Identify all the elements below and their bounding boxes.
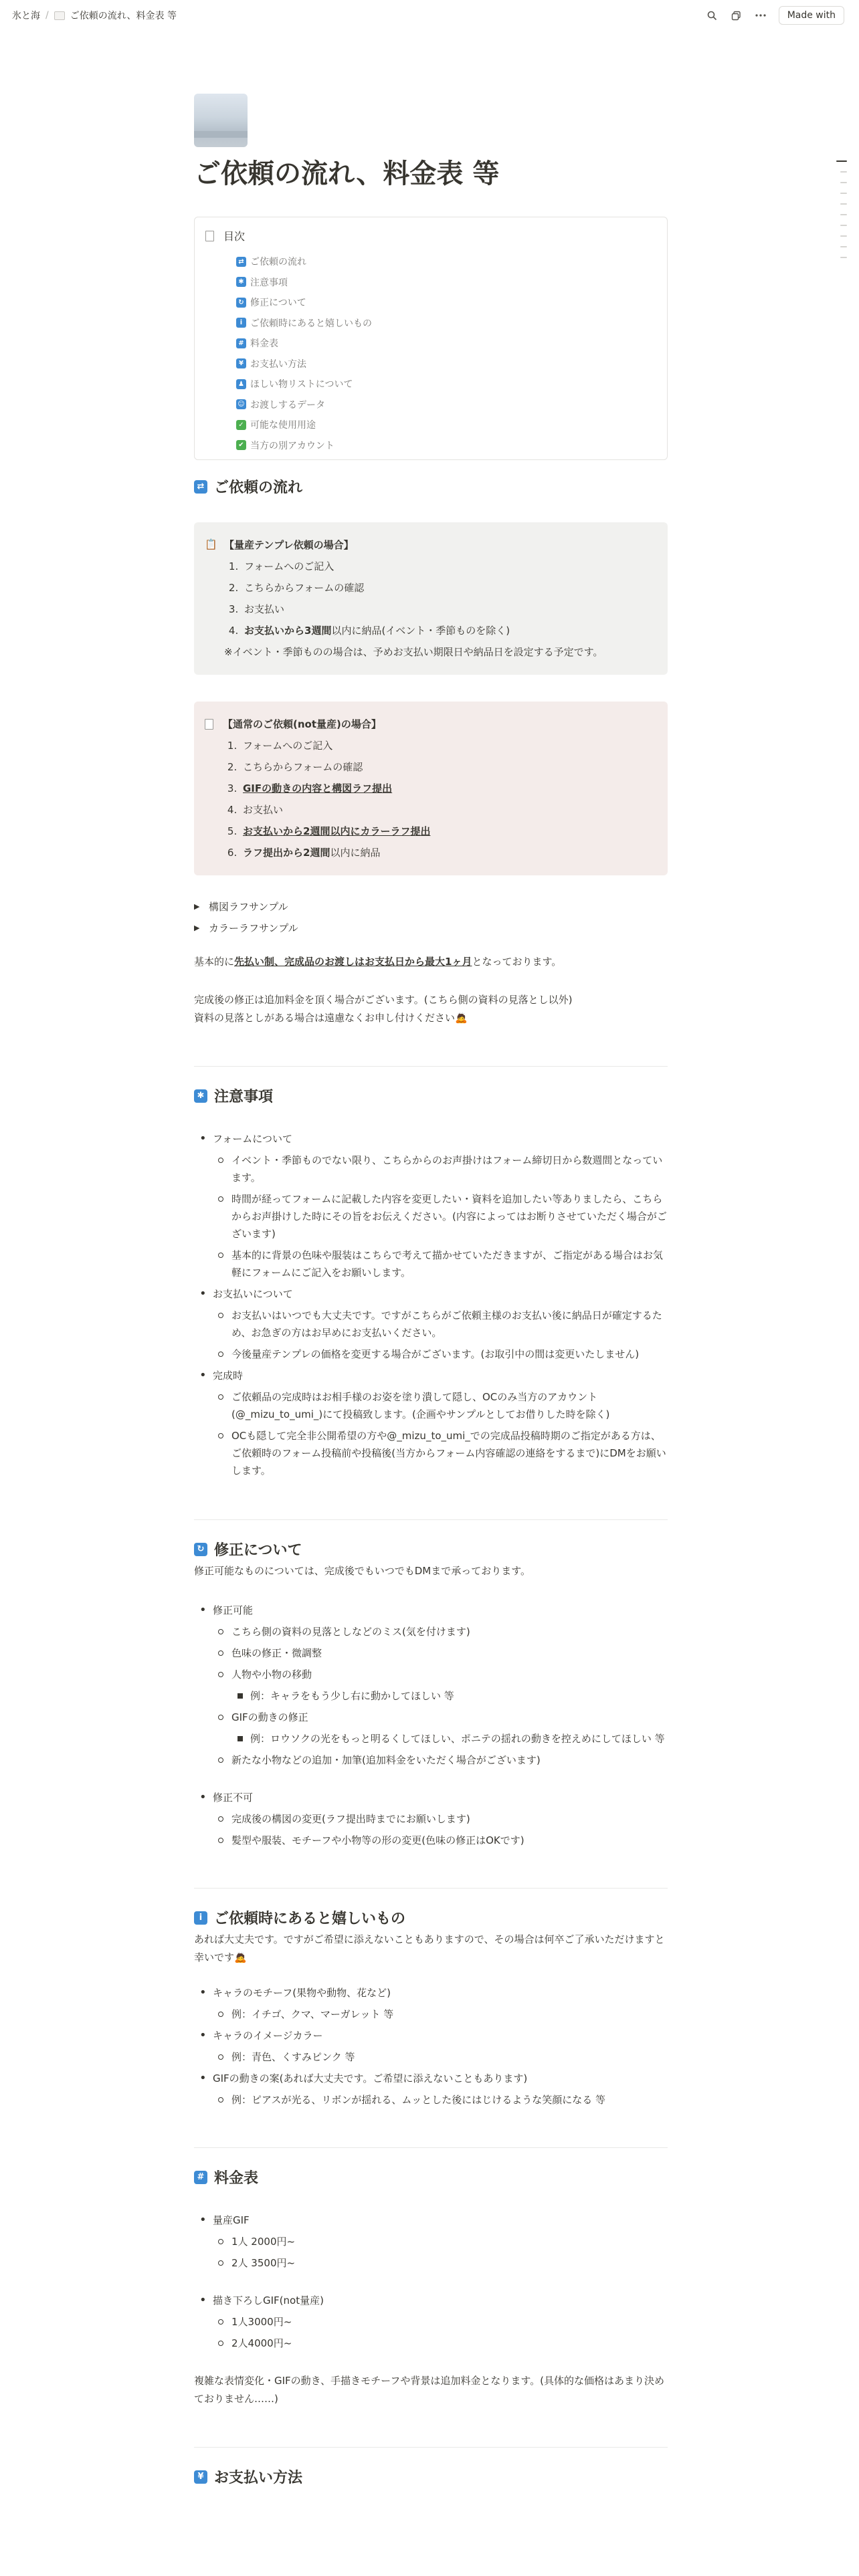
breadcrumb-root[interactable]: 氷と海: [12, 11, 40, 21]
sub-list: [213, 1388, 668, 1479]
toc-item-payment[interactable]: [236, 354, 654, 374]
toc-rail-mark[interactable]: [840, 182, 847, 183]
text: フォームについて: [213, 1133, 292, 1145]
toc-rail-mark[interactable]: [840, 235, 847, 237]
text: 以内に納品(イベント・季節ものを除く): [331, 625, 510, 637]
divider: [194, 2147, 668, 2148]
sub-list: [213, 2091, 668, 2109]
numbers-icon: #: [194, 2171, 207, 2184]
list-item: 新たな小物などの追加・加筆(追加料金をいただく場合がございます): [213, 1751, 668, 1769]
atm-icon: ¥: [194, 2470, 207, 2484]
check-icon: ✔: [236, 440, 246, 450]
callout-title: 【通常のご依頼(not量産)の場合】: [223, 718, 381, 730]
table-of-contents: [194, 217, 668, 460]
toc-rail-mark[interactable]: [840, 214, 847, 215]
list-item: 今後量産テンプレの価格を変更する場合がございます。(お取引中の間は変更いたしません): [213, 1346, 668, 1363]
list-item: [240, 778, 430, 799]
list-item: 完成後の構図の変更(ラフ提出時までにお願いします): [213, 1810, 668, 1828]
document-icon: [205, 719, 213, 730]
list-item: 3. お支払い: [242, 599, 603, 620]
toc-item-label: ほしい物リストについて: [250, 379, 353, 391]
list-item: [240, 821, 430, 842]
paragraph: 複雑な表情変化・GIFの動き、手描きモチーフや背景は追加料金となります。(具体的な価格はあまり決めておりません……): [194, 2375, 664, 2405]
steps-list: [224, 556, 603, 641]
text: キャラのモチーフ(果物や動物、花など): [213, 1987, 391, 1999]
toc-item-label: 注意事項: [250, 277, 288, 288]
text: お支払いについて: [213, 1288, 293, 1300]
triangle-right-icon[interactable]: ▶: [194, 923, 200, 932]
sub-list: [213, 2048, 668, 2066]
bowing-icon: 🙇: [455, 1012, 468, 1024]
toc-rail-mark[interactable]: [840, 203, 847, 205]
steps-list: [223, 735, 430, 863]
divider: [194, 2447, 668, 2448]
toc-item-pricing[interactable]: [236, 333, 654, 354]
top-actions: [706, 6, 844, 25]
revision-impossible-list: [194, 1789, 668, 1849]
clipboard-icon: 📋: [205, 538, 217, 550]
text: 量産GIF: [213, 2214, 250, 2226]
paragraph: 完成後の修正は追加料金を頂く場合がございます。(こちら側の資料の見落とし以外): [194, 994, 573, 1006]
list-item: 1人3000円~: [213, 2313, 668, 2331]
toggle-color-rough[interactable]: [194, 917, 668, 938]
toc-item-label: 可能な使用用途: [250, 420, 316, 431]
notes-list: [194, 1130, 668, 1479]
revision-possible-list: [194, 1602, 668, 1769]
page-title: ご依頼の流れ、料金表 等: [194, 158, 500, 189]
sub-list: [213, 2313, 668, 2352]
toc-item-label: 当方の別アカウント: [250, 440, 335, 451]
retry-icon: ↻: [194, 1543, 207, 1556]
sub-list: [213, 2006, 668, 2023]
toc-item-wishes[interactable]: [236, 313, 654, 334]
list-item: 2. こちらからフォームの確認: [240, 756, 430, 778]
heading-text: ご依頼の流れ: [214, 479, 303, 496]
info-icon: i: [236, 318, 246, 328]
list-item: 基本的に背景の色味や服装はこちらで考えて描かせていただきますが、ご指定がある場合はお気軽にフォームにご記入をお願いします。: [213, 1247, 668, 1281]
numbers-icon: #: [236, 338, 246, 348]
search-icon[interactable]: [706, 9, 719, 21]
paragraph: [194, 953, 668, 971]
info-icon: i: [194, 1911, 207, 1925]
bowing-icon: 🙇: [234, 1951, 247, 1963]
list-item: 例：キャラをもう少し右に動かしてほしい 等: [231, 1687, 668, 1705]
breadcrumb: [12, 9, 177, 22]
list-item: 例：ロウソクの光をもっと明るくしてほしい、ポニテの揺れの動きを控えめにしてほしい 等: [231, 1730, 668, 1747]
toc-rail-mark[interactable]: [840, 193, 847, 194]
toc-item-label: お渡しするデータ: [250, 399, 325, 411]
section-heading-flow: [194, 476, 668, 497]
toc-rail-mark[interactable]: [840, 171, 847, 173]
list-item: [194, 1984, 668, 2023]
toc-item-wishlist[interactable]: [236, 374, 654, 395]
sub-list: [213, 1810, 668, 1849]
list-item: [242, 620, 603, 641]
toc-item-label: 修正について: [250, 298, 306, 309]
arrows-icon: ⇄: [194, 480, 207, 494]
section-heading-payment: [194, 2466, 668, 2487]
toc-item-label: ご依頼時にあると嬉しいもの: [250, 318, 372, 329]
list-item: 色味の修正・微調整: [213, 1644, 668, 1662]
list-item: [194, 2292, 668, 2352]
heading-text: お支払い方法: [214, 2470, 303, 2486]
list-item: [194, 1130, 668, 1281]
list-item: [240, 842, 430, 863]
toc-item-accounts[interactable]: [236, 435, 654, 456]
list-item: 2. こちらからフォームの確認: [242, 577, 603, 599]
toc-item-label: 料金表: [250, 338, 278, 350]
list-item: OCも隠して完全非公開希望の方や@_mizu_to_umi_での完成品投稿時期のご指定がある方は、ご依頼時のフォーム投稿前や投稿後(当方からフォーム内容確認の連絡をするまで)にDMをお願いします。: [213, 1427, 668, 1479]
list-item: こちら側の資料の見落としなどのミス(気を付けます): [213, 1623, 668, 1640]
breadcrumb-separator: /: [45, 10, 49, 21]
toc-item-revision[interactable]: [236, 292, 654, 313]
text: 修正不可: [213, 1792, 254, 1804]
paragraph: [194, 1009, 668, 1027]
person-icon: ♟: [236, 379, 246, 389]
retry-icon: ↻: [236, 298, 246, 308]
page-content: [194, 94, 668, 2487]
toggle-label: カラーラフサンプル: [209, 922, 298, 934]
sub-sub-list: [231, 1730, 668, 1747]
list-item: イベント・季節ものでない限り、こちらからのお声掛けはフォーム締切日から数週間となっています。: [213, 1152, 668, 1186]
list-item: 1. フォームへのご記入: [242, 556, 603, 577]
breadcrumb-current[interactable]: ご依頼の流れ、料金表 等: [70, 11, 177, 21]
sub-list: [213, 1623, 668, 1769]
heading-text: 修正について: [214, 1542, 302, 1559]
list-item: お支払いはいつでも大丈夫です。ですがこちらがご依頼主様のお支払い後に納品日が確定するため、お急ぎの方はお早めにお支払いください。: [213, 1307, 668, 1341]
text: となっております。: [472, 956, 562, 968]
atm-icon: ¥: [236, 358, 246, 368]
asterisk-icon: ✱: [236, 277, 246, 287]
duplicate-icon[interactable]: [731, 9, 743, 21]
pricing-list: [194, 2292, 668, 2352]
toc-rail[interactable]: [836, 160, 847, 267]
toggle-layout-rough[interactable]: [194, 895, 668, 917]
toc-item-label: ご依頼の流れ: [250, 257, 306, 268]
list-item: [213, 1709, 668, 1747]
list-item: 1人 2000円~: [213, 2233, 668, 2250]
list-item: [194, 1602, 668, 1769]
section-heading-revision: [194, 1539, 668, 1560]
sub-list: [213, 1307, 668, 1363]
list-item: [213, 1666, 668, 1705]
heading-text: ご依頼時にあると嬉しいもの: [214, 1911, 406, 1927]
list-item: [194, 1367, 668, 1479]
ok-icon: ✓: [236, 420, 246, 430]
toc-item-flow[interactable]: [236, 251, 654, 272]
bold-text: ラフ提出から2週間: [243, 847, 330, 859]
toc-item-usage[interactable]: [236, 415, 654, 435]
asterisk-icon: ✱: [194, 1089, 207, 1103]
text: GIFの動きの案(あれば大丈夫です。ご希望に添えないこともあります): [213, 2072, 528, 2084]
top-bar: [0, 0, 859, 29]
list-item: 1. フォームへのご記入: [240, 735, 430, 756]
triangle-right-icon[interactable]: ▶: [194, 901, 200, 911]
list-item: 2人 3500円~: [213, 2254, 668, 2272]
page-icon: [54, 11, 65, 20]
toc-item-notes[interactable]: [236, 272, 654, 293]
list-item: 4. お支払い: [240, 799, 430, 821]
text: 修正可能: [213, 1604, 254, 1616]
text: あれば大丈夫です。ですがご希望に添えないこともありますので、その場合は何卒ご了承いただけますと幸いです: [194, 1933, 665, 1963]
more-icon[interactable]: [755, 9, 767, 21]
bold-text: お支払いから2週間以内にカラーラフ提出: [243, 825, 431, 837]
toc-rail-mark[interactable]: [840, 246, 847, 247]
person-frame-icon: ☺: [236, 399, 246, 409]
heading-text: 注意事項: [214, 1089, 274, 1105]
page-cover-image: [194, 94, 248, 147]
sub-list: [213, 1152, 668, 1281]
list-item: [194, 2212, 668, 2272]
list-item: 例：イチゴ、クマ、マーガレット 等: [213, 2006, 668, 2023]
wishes-list: [194, 1984, 668, 2109]
divider: [194, 1519, 668, 1520]
text: 以内に納品: [330, 847, 381, 859]
callout-mass-template: [194, 522, 668, 675]
list-item: 2人4000円~: [213, 2335, 668, 2352]
bold-text: GIFの動きの内容と構図ラフ提出: [243, 782, 393, 794]
text: キャラのイメージカラー: [213, 2030, 323, 2042]
callout-note: ※イベント・季節ものの場合は、予めお支払い期限日や納品日を設定する予定です。: [224, 646, 603, 658]
list-item: 時間が経ってフォームに記載した内容を変更したい・資料を追加したい等ありましたら、こちらからお声掛けした時にその旨をお伝えください。(内容によってはお断りさせていただく場合がございます): [213, 1190, 668, 1243]
callout-title: 【量産テンプレ依頼の場合】: [224, 539, 354, 551]
paragraph: 修正可能なものについては、完成後でもいつでもDMまで承っております。: [194, 1565, 531, 1577]
list-item: [194, 2070, 668, 2109]
divider: [194, 1066, 668, 1067]
list-item: 例：ピアスが光る、リボンが揺れる、ムッとした後にはじけるような笑顔になる 等: [213, 2091, 668, 2109]
divider: [194, 1888, 668, 1889]
toc-rail-mark[interactable]: [836, 160, 847, 162]
list-item: [194, 1789, 668, 1849]
list-item: [194, 1285, 668, 1363]
list-item: ご依頼品の完成時はお相手様のお姿を塗り潰して隠し、OCのみ当方のアカウント(@_mizu_to_umi_)にて投稿致します。(企画やサンプルとしてお借りした時を除く): [213, 1388, 668, 1423]
list-item: 髪型や服装、モチーフや小物等の形の変更(色味の修正はOKです): [213, 1832, 668, 1849]
section-heading-notes: [194, 1085, 668, 1106]
list-item: [194, 2027, 668, 2066]
toc-rail-mark[interactable]: [840, 257, 847, 258]
text: 描き下ろしGIF(not量産): [213, 2294, 324, 2306]
list-item: 例：青色、くすみピンク 等: [213, 2048, 668, 2066]
toc-item-label: お支払い方法: [250, 358, 306, 370]
made-with-button[interactable]: Made with: [779, 6, 844, 25]
text: GIFの動きの修正: [231, 1711, 308, 1723]
sub-sub-list: [231, 1687, 668, 1705]
section-heading-wishes: [194, 1907, 668, 1928]
text: 人物や小物の移動: [231, 1669, 312, 1681]
callout-regular-request: [194, 702, 668, 875]
text: 資料の見落としがある場合は遠慮なくお申し付けください: [194, 1012, 456, 1024]
document-icon: [205, 231, 214, 241]
toc-rail-mark[interactable]: [840, 225, 847, 226]
text: 基本的に: [194, 956, 235, 968]
toc-header: [205, 228, 654, 243]
pricing-list: [194, 2212, 668, 2272]
paragraph: [194, 1931, 668, 1967]
arrows-icon: ⇄: [236, 257, 246, 267]
toc-item-data[interactable]: [236, 395, 654, 415]
sub-list: [213, 2233, 668, 2272]
heading-text: 料金表: [214, 2170, 259, 2187]
text: 完成時: [213, 1370, 244, 1382]
bold-text: 先払い制、完成品のお渡しはお支払日から最大1ヶ月: [234, 956, 472, 968]
section-heading-pricing: [194, 2167, 668, 2187]
toc-heading: 目次: [223, 230, 246, 243]
toggle-label: 構図ラフサンプル: [209, 900, 288, 913]
bold-text: お支払いから3週間: [244, 625, 332, 637]
